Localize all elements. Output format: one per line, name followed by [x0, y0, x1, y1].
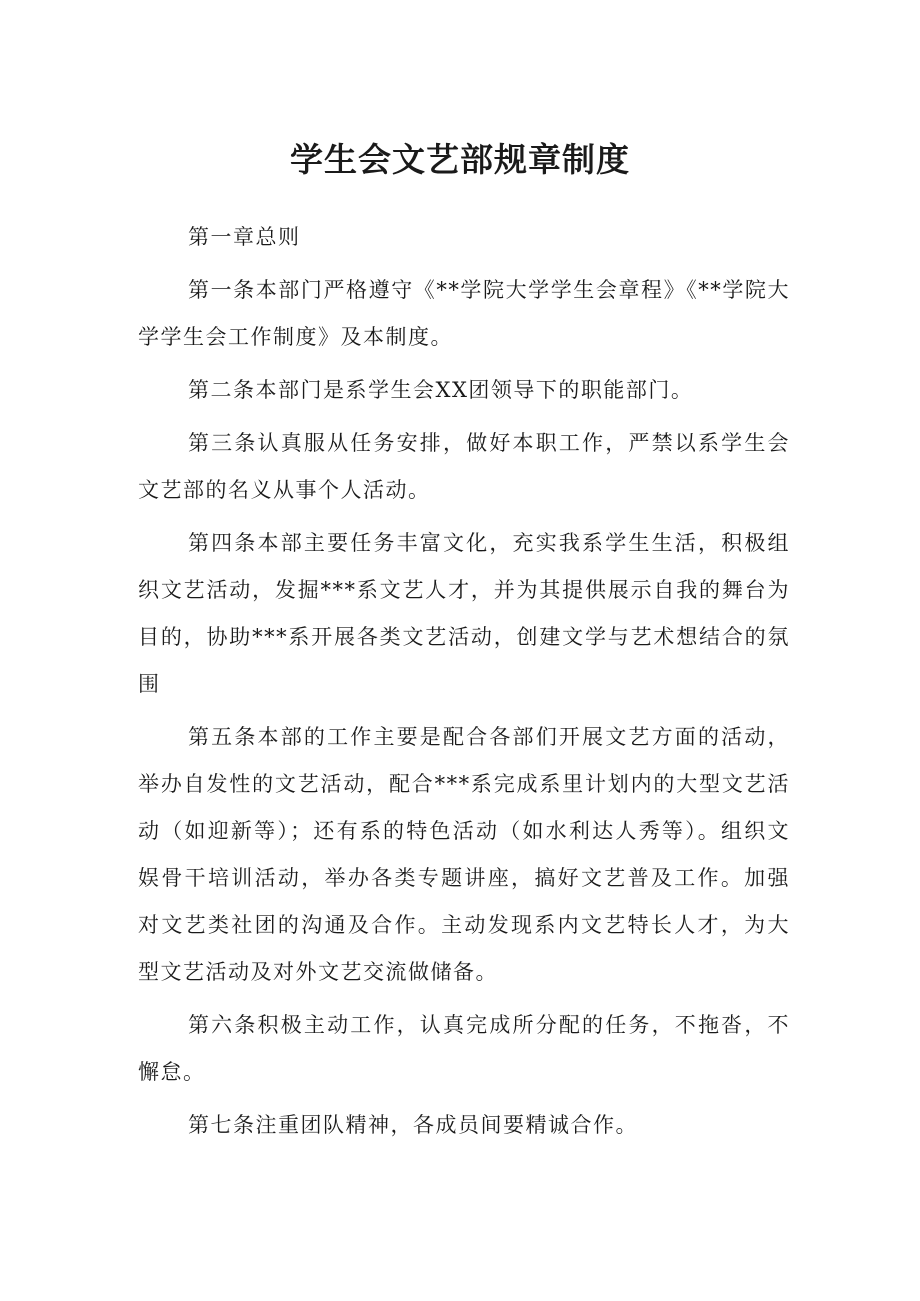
- chapter-heading: 第一章总则: [188, 225, 301, 249]
- article-6: 第六条积极主动工作，认真完成所分配的任务，不拖沓，不懈怠。: [138, 1013, 790, 1084]
- document-title: 学生会文艺部规章制度: [290, 140, 630, 179]
- article-4: 第四条本部主要任务丰富文化，充实我系学生生活，积极组织文艺活动，发掘***系文艺人才，并为其提供展示自我的舞台为目的，协助***系开展各类文艺活动，创建文学与艺术想结合的氛围: [138, 531, 790, 696]
- article-5: 第五条本部的工作主要是配合各部们开展文艺方面的活动，举办自发性的文艺活动，配合***系完成系里计划内的大型文艺活动（如迎新等）；还有系的特色活动（如水利达人秀等）。组织文娱骨干培训活动，举办各类专题讲座，搞好文艺普及工作。加强对文艺类社团的沟通及合作。主动发现系内文艺特长人才，为大型文艺活动及对外文艺交流做储备。: [138, 725, 790, 984]
- article-7: 第七条注重团队精神，各成员间要精诚合作。: [188, 1113, 638, 1137]
- document-body: [138, 214, 790, 1155]
- article-1: 第一条本部门严格遵守《**学院大学学生会章程》《**学院大学学生会工作制度》及本制度。: [138, 278, 790, 349]
- article-2: 第二条本部门是系学生会XX团领导下的职能部门。: [188, 378, 694, 402]
- article-3: 第三条认真服从任务安排，做好本职工作，严禁以系学生会文艺部的名义从事个人活动。: [138, 431, 790, 502]
